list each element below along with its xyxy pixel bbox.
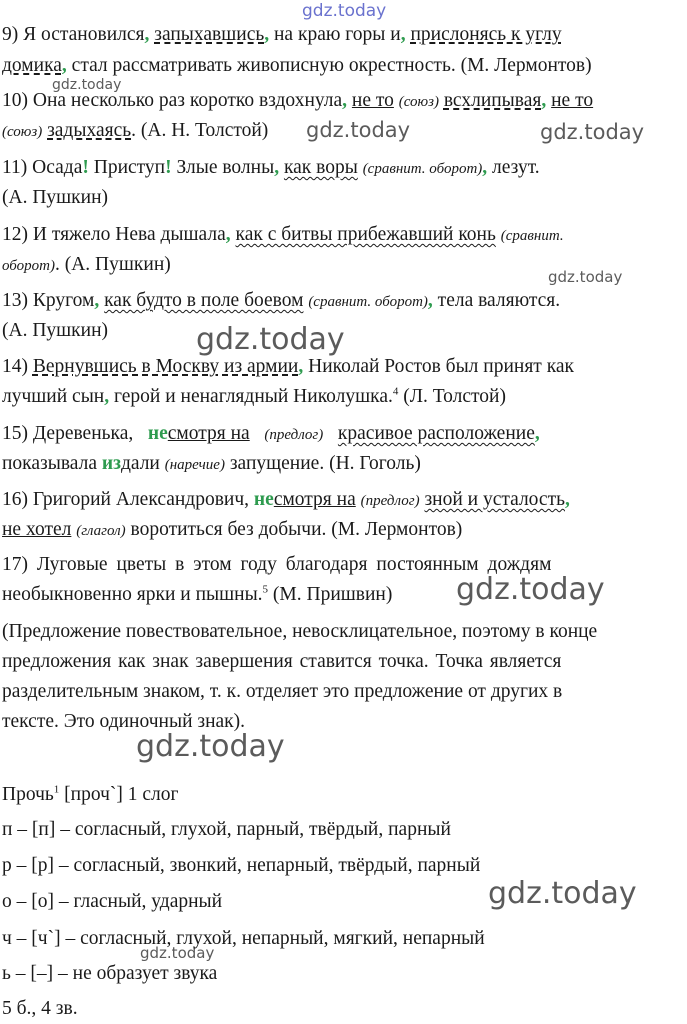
sentence-10-line-2: (союз) задыхаясь. (А. Н. Толстой) [2, 120, 269, 141]
sentence-11-line-1: 11) Осада! Приступ! Злые волны, как воры (сравнит. оборот), лезут. [2, 157, 540, 178]
watermark: gdz.today [540, 120, 645, 144]
sentence-15-line-1: 15) Деревенька, несмотря на (предлог) красивое расположение, [2, 423, 540, 444]
sentence-14-line-2: лучший сын, герой и ненаглядный Николушка.$^4$ (Л. Толстой) [2, 385, 506, 407]
sentence-17-line-1: 17) Луговые цветы в этом году благодаря постоянным дождям [2, 554, 552, 575]
watermark: gdz.today [488, 876, 637, 911]
sentence-14-line-1: 14) Вернувшись в Москву из армии, Николай Ростов был принят как [2, 356, 575, 377]
sentence-11-line-2: (А. Пушкин) [2, 187, 109, 208]
phonetic-row: ч – [ч`] – согласный, глухой, непарный, мягкий, непарный [2, 928, 485, 949]
phonetic-heading: Прочь$^1$ [проч`] 1 слог [2, 783, 179, 805]
watermark: gdz.today [456, 572, 605, 607]
phonetic-row: п – [п] – согласный, глухой, парный, твёрдый, парный [2, 819, 451, 840]
sentence-17-line-2: необыкновенно ярки и пышны.$^5$ (М. Пришвин) [2, 583, 393, 605]
sentence-15-line-2: показывала издали (наречие) запущение. (Н. Гоголь) [2, 453, 421, 474]
note-line-3: разделительным знаком, т. к. отделяет это предложение от других в [2, 681, 563, 702]
note-line-1: (Предложение повествовательное, невосклицательное, поэтому в конце [2, 621, 598, 642]
watermark: gdz.today [140, 944, 215, 962]
watermark-top: gdz.today [302, 1, 387, 21]
phonetic-summary: 5 б., 4 зв. [2, 998, 78, 1019]
sentence-9-line-1: 9) Я остановился, запыхавшись, на краю горы и, прислонясь к углу [2, 24, 562, 45]
phonetic-row: р – [р] – согласный, звонкий, непарный, твёрдый, парный [2, 855, 481, 876]
sentence-13-line-1: 13) Кругом, как будто в поле боевом (сравнит. оборот), тела валяются. [2, 290, 561, 311]
watermark: gdz.today [306, 118, 411, 142]
sentence-10-line-1: 10) Она несколько раз коротко вздохнула, не то (союз) всхлипывая, не то [2, 90, 594, 111]
watermark: gdz.today [196, 322, 345, 357]
sentence-16-line-2: не хотел (глагол) воротиться без добычи. (М. Лермонтов) [2, 519, 463, 540]
note-line-2: предложения как знак завершения ставится точка. Точка является [2, 651, 562, 672]
sentence-13-line-2: (А. Пушкин) [2, 320, 109, 341]
phonetic-row: ь – [–] – не образует звука [2, 963, 218, 984]
watermark: gdz.today [548, 268, 623, 286]
sentence-12-line-2: оборот). (А. Пушкин) [2, 254, 171, 275]
sentence-9-line-2: домика, стал рассматривать живописную окрестность. (М. Лермонтов) [2, 55, 592, 76]
phonetic-row: о – [о] – гласный, ударный [2, 891, 223, 912]
sentence-12-line-1: 12) И тяжело Нева дышала, как с битвы прибежавший конь (сравнит. [2, 224, 564, 245]
sentence-16-line-1: 16) Григорий Александрович, несмотря на (предлог) зной и усталость, [2, 489, 570, 510]
note-line-4: тексте. Это одиночный знак). [2, 711, 246, 732]
watermark: gdz.today [136, 729, 285, 764]
watermark: gdz.today [52, 77, 122, 93]
